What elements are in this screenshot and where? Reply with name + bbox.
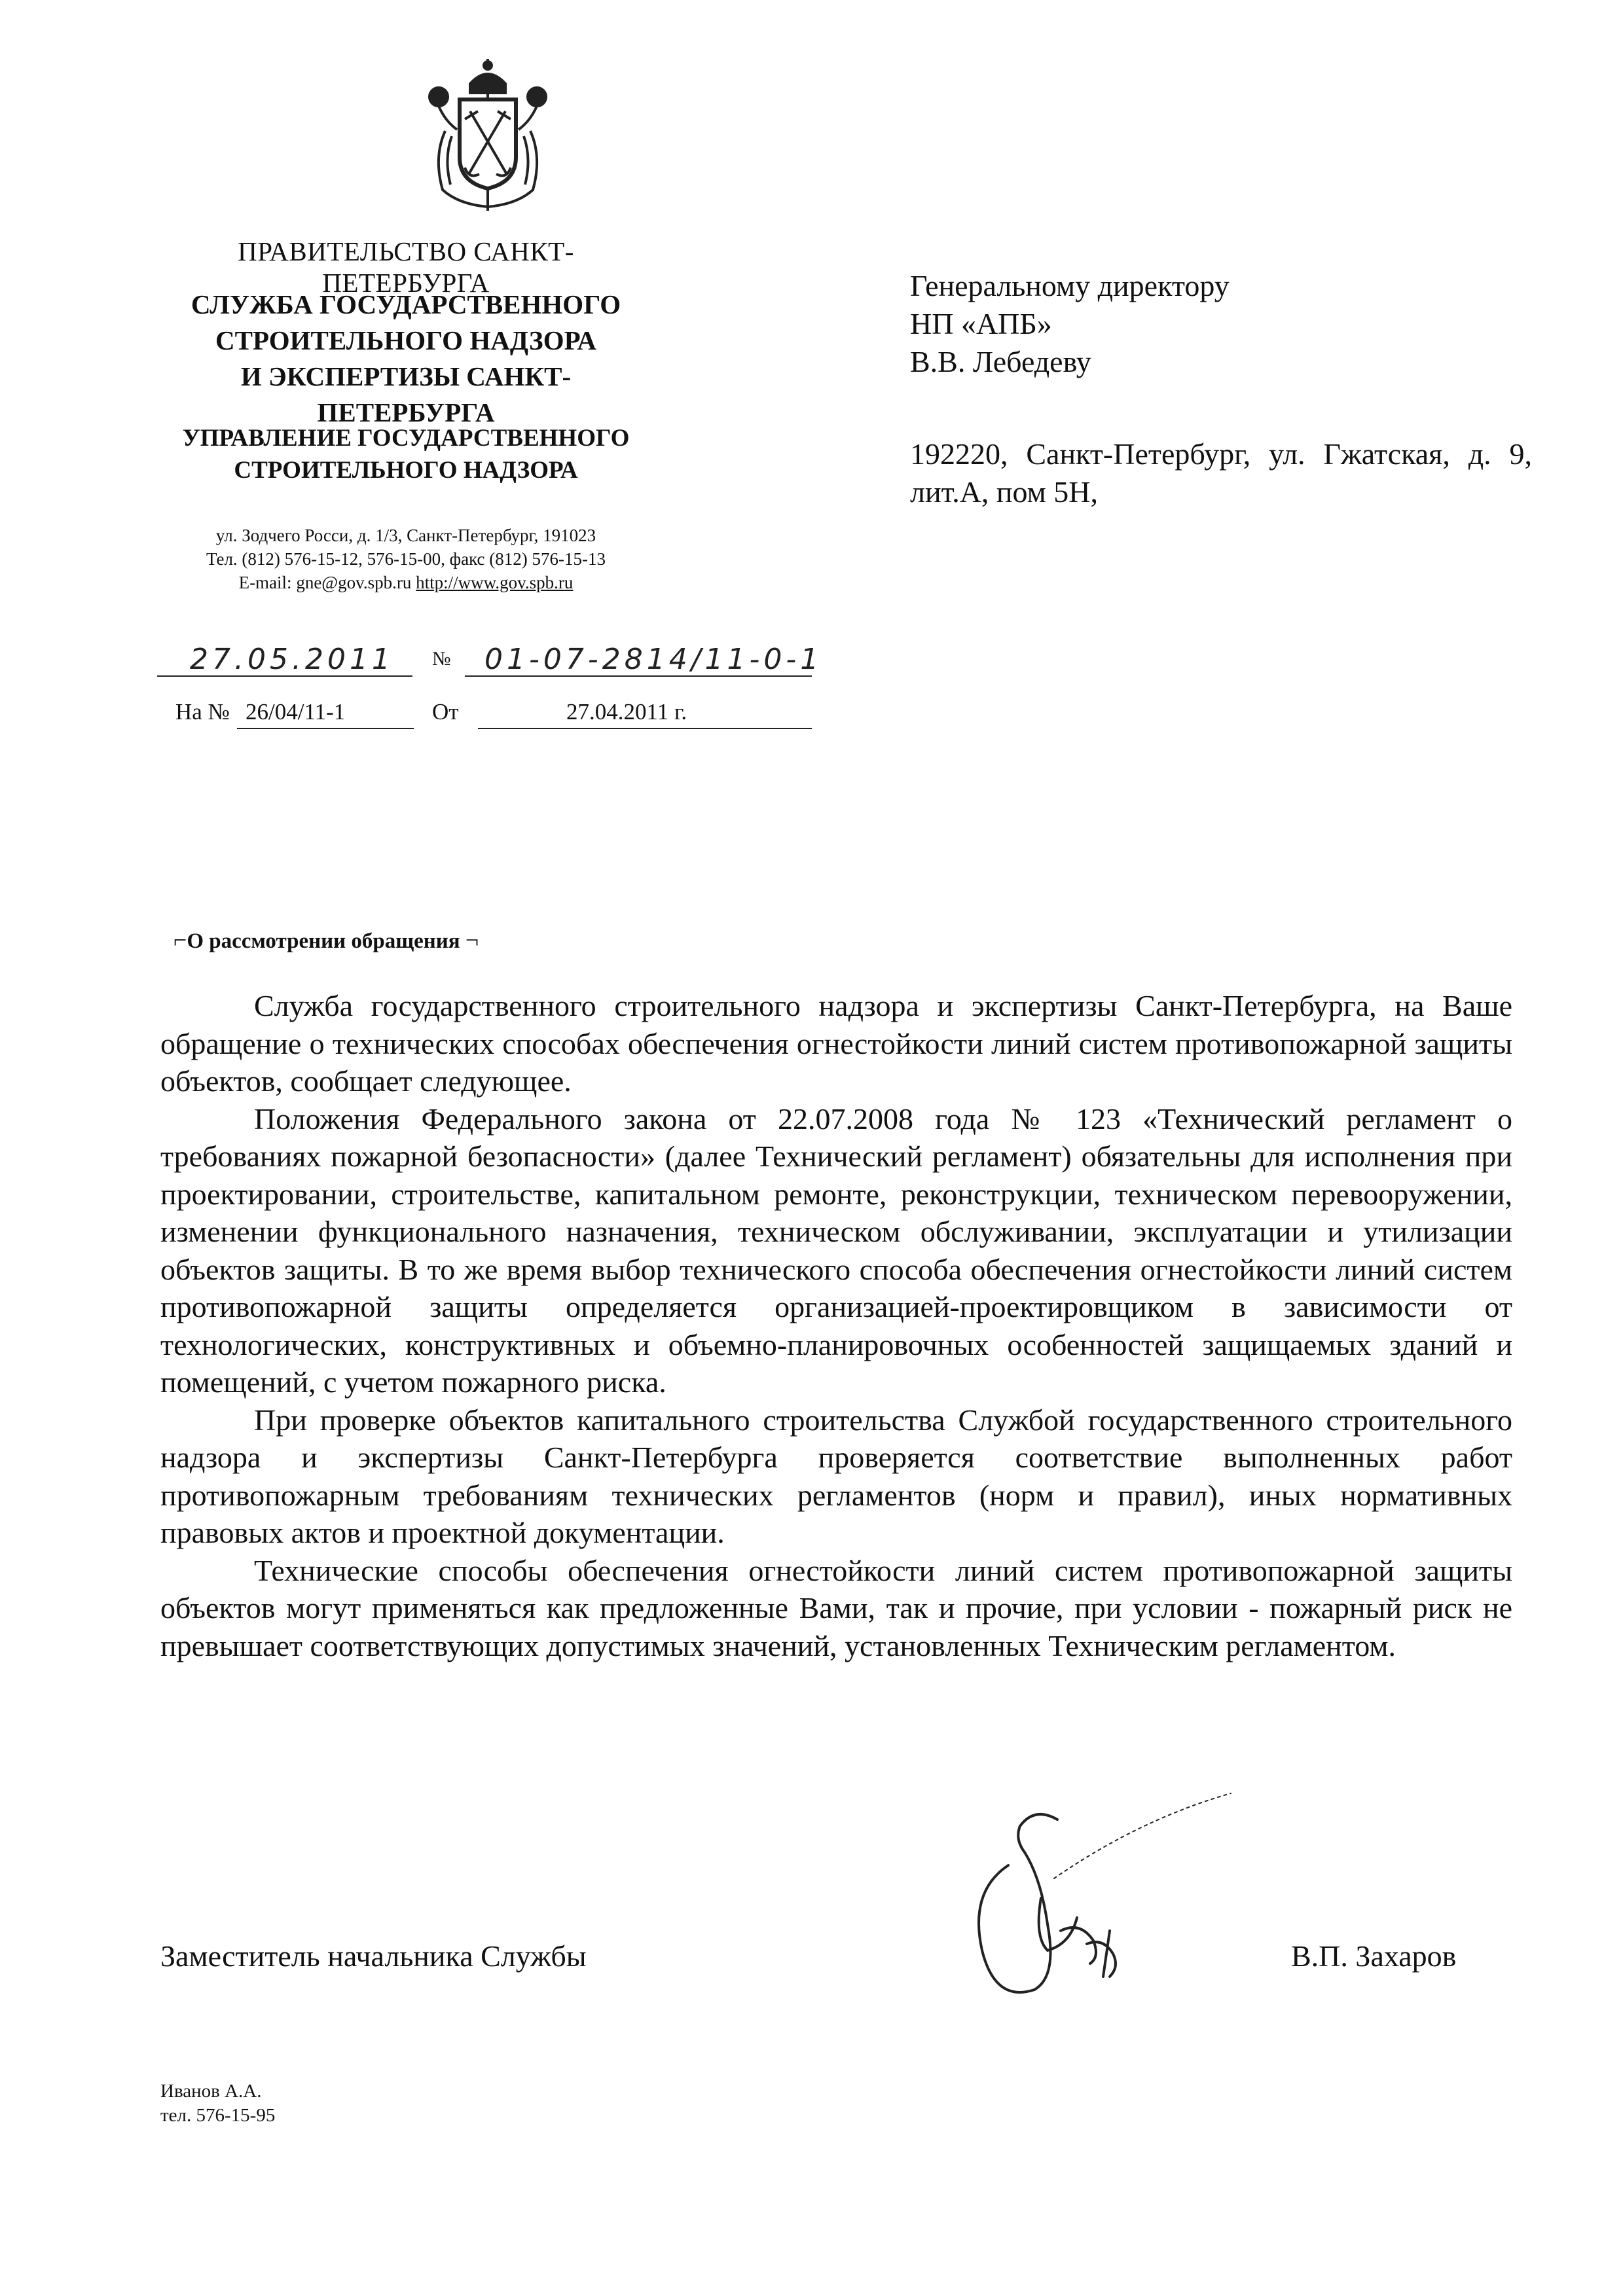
recipient-position: Генеральному директору [910, 269, 1230, 302]
corner-mark-left-icon: ⌐ [173, 927, 187, 953]
ref-number-label: На № [175, 699, 230, 725]
department-name-line: СТРОИТЕЛЬНОГО НАДЗОРА [234, 457, 578, 484]
executor-info [160, 2079, 275, 2128]
coat-of-arms-icon [419, 59, 556, 216]
handwritten-signature [943, 1780, 1244, 2016]
sender-address: ул. Зодчего Росси, д. 1/3, Санкт-Петербург, 191023 [215, 526, 596, 545]
outgoing-date-line [157, 674, 412, 677]
recipient-addressee [910, 267, 1532, 381]
email-link[interactable]: gne@gov.spb.ru [296, 573, 412, 592]
recipient-name: В.В. Лебедеву [910, 345, 1091, 378]
executor-phone: тел. 576-15-95 [160, 2105, 276, 2126]
outgoing-number-label: № [432, 648, 451, 670]
body-paragraph: Положения Федерального закона от 22.07.2008 года № 123 «Технический регламент о требованиях пожарной безопасности» (далее Технический регламент) обязательны для исполнения при проектировании, строительстве, капитальном ремонте, реконструкции, техническом перевооружении, изменении функционального назначения, техническом обслуживании, эксплуатации и утилизации объектов защиты. В то же время выбор технического способа обеспечения огнестойкости линий систем противопожарной защиты определяется организацией-проектировщиком в зависимости от технологических, конструктивных и объемно-планировочных особенностей защищаемых зданий и помещений, с учетом пожарного риска. [160, 1102, 1512, 1399]
outgoing-date: 27.05.2011 [190, 643, 394, 676]
body-paragraph: Технические способы обеспечения огнестойкости линий систем противопожарной защиты объектов могут применяться как предложенные Вами, так и прочие, при условии - пожарный риск не превышает соответствующих допустимых значений, установленных Техническим регламентом. [160, 1553, 1512, 1662]
email-label: E-mail: [238, 573, 292, 592]
ref-number: 26/04/11-1 [246, 699, 346, 725]
ref-date-label: От [432, 699, 459, 725]
letter-subject [173, 926, 479, 954]
service-name [157, 287, 655, 431]
signatory-title: Заместитель начальника Службы [160, 1939, 587, 1973]
recipient-organization: НП «АПБ» [910, 307, 1052, 340]
service-name-line: СЛУЖБА ГОСУДАРСТВЕННОГО [191, 289, 621, 319]
subject-text: О рассмотрении обращения [187, 929, 460, 953]
body-paragraph: При проверке объектов капитального строительства Службой государственного строительного надзора и экспертизы Санкт-Петербурга проверяется соответствие выполненных работ противопожарным требованиям технических регламентов (норм и правил), иных нормативных правовых актов и проектной документации. [160, 1403, 1512, 1549]
executor-name: Иванов А.А. [160, 2081, 262, 2102]
sender-contacts [157, 524, 655, 594]
body-paragraph: Служба государственного строительного надзора и экспертизы Санкт-Петербурга, на Ваше обращение о технических способах обеспечения огнестойкости линий систем противопожарной защиты объектов, сообщает следующее. [160, 989, 1512, 1098]
sender-phones: Тел. (812) 576-15-12, 576-15-00, факс (812) 576-15-13 [206, 549, 606, 569]
outgoing-number: 01-07-2814/11-0-1 [484, 643, 823, 676]
corner-mark-right-icon: ¬ [465, 927, 479, 953]
ref-date-line [478, 726, 812, 729]
ref-date: 27.04.2011 г. [566, 699, 687, 725]
outgoing-number-line [465, 674, 812, 677]
department-name-line: УПРАВЛЕНИЕ ГОСУДАРСТВЕННОГО [182, 425, 630, 452]
recipient-address: 192220, Санкт-Петербург, ул. Гжатская, д. 9, лит.А, пом 5Н, [910, 437, 1532, 509]
letter-body [160, 987, 1512, 1664]
website-link[interactable]: http://www.gov.spb.ru [416, 573, 574, 592]
signatory-name: В.П. Захаров [1291, 1939, 1457, 1973]
sender-email-line [157, 571, 655, 594]
ref-number-line [237, 726, 414, 729]
service-name-line: СТРОИТЕЛЬНОГО НАДЗОРА [215, 325, 596, 355]
service-name-line: И ЭКСПЕРТИЗЫ САНКТ-ПЕТЕРБУРГА [240, 361, 572, 427]
government-title: ПРАВИТЕЛЬСТВО САНКТ-ПЕТЕРБУРГА [238, 236, 574, 298]
department-name [157, 422, 655, 486]
